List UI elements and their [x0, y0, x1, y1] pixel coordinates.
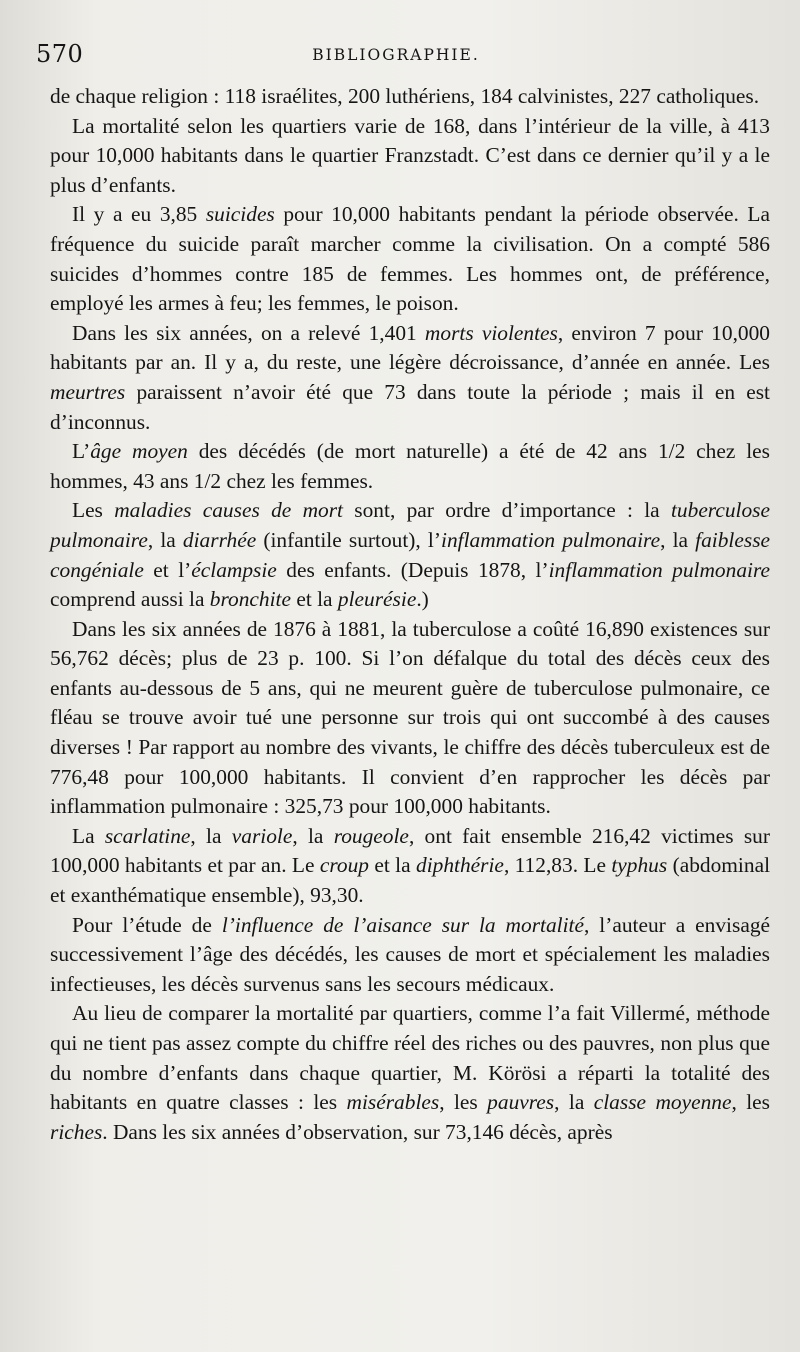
text-run: L’: [72, 439, 91, 464]
italic-text: inflammation pulmonaire: [441, 527, 661, 552]
text-run: de chaque religion : 118 israélites, 200 luthériens, 184 calvinistes, 227 catholiques.: [50, 84, 760, 108]
paragraph: [50, 437, 770, 496]
text-run: , la: [554, 1090, 594, 1115]
text-run: , l’auteur a envisagé successivement l’âge des décédés, les causes de mort et spécialement les maladies infectieuses, les décès survenus sans les secours médicaux.: [50, 912, 771, 996]
text-run: et la: [290, 587, 338, 612]
italic-text: misérables: [346, 1090, 440, 1115]
italic-text: maladies causes de mort: [114, 498, 343, 523]
text-run: Dans les six années, on a relevé 1,401: [72, 320, 425, 345]
italic-text: croup: [319, 853, 369, 878]
italic-text: diphthérie: [416, 853, 504, 878]
page-header: [36, 38, 756, 82]
italic-text: variole: [231, 823, 293, 848]
italic-text: rougeole: [333, 823, 409, 848]
italic-text: tuberculose pulmonaire: [50, 498, 770, 552]
paragraph: [50, 911, 770, 1000]
italic-text: pleurésie: [337, 587, 417, 612]
paragraph: [50, 200, 770, 318]
text-run: paraissent n’avoir été que 73 dans toute la période ; mais il en est d’inconnus.: [50, 379, 770, 434]
text-run: sont, par ordre d’importance : la: [342, 498, 671, 523]
italic-text: faiblesse congéniale: [50, 527, 771, 582]
italic-text: suicides: [205, 202, 275, 227]
text-run: La mortalité selon les quartiers varie de 168, dans l’intérieur de la ville, à 413 pour 10,000 habitants dans le quartier Franzstadt. C’est dans ce dernier qu’il y a le plus d’enfants.: [50, 113, 770, 197]
text-run: des enfants. (Depuis 1878, l’: [276, 557, 549, 582]
text-run: pour 10,000 habitants pendant la période observée. La fréquence du suicide paraît marcher comme la civilisation. On a compté 586 suicides d’hommes contre 185 de femmes. Les hommes ont, de préférence, employé les armes à feu; les femmes, le poison.: [50, 202, 770, 316]
text-run: , 112,83. Le: [503, 853, 612, 878]
italic-text: typhus: [611, 853, 668, 878]
text-run: , la: [147, 527, 183, 552]
italic-text: éclampsie: [191, 557, 277, 582]
text-run: . Dans les six années d’observation, sur 73,146 décès, après: [102, 1119, 613, 1144]
italic-text: scarlatine: [104, 823, 191, 848]
text-run: et la: [368, 853, 416, 878]
text-run: , les: [731, 1090, 771, 1115]
text-run: , la: [292, 823, 334, 848]
italic-text: morts violentes: [424, 320, 558, 345]
text-run: (infantile surtout), l’: [256, 527, 441, 552]
text-run: Il y a eu 3,85: [72, 202, 206, 227]
italic-text: diarrhée: [182, 527, 257, 552]
paragraph: [50, 822, 770, 911]
text-run: (abdominal et exanthématique ensemble), 93,30.: [50, 853, 771, 908]
text-run: Au lieu de comparer la mortalité par quartiers, comme l’a fait Villermé, méthode qui ne tient pas assez compte du chiffre réel des riches ou des pauvres, non plus que du nombre d’enfants dans chaque quartier, M. Körösi a réparti la totalité des habitants en quatre classes : les: [50, 1001, 770, 1115]
text-run: , les: [439, 1090, 488, 1115]
text-run: et l’: [143, 557, 192, 582]
text-run: , ont fait ensemble 216,42 victimes sur 100,000 habitants et par an. Le: [50, 823, 770, 878]
text-run: Pour l’étude de: [72, 912, 222, 937]
paragraph: [50, 112, 770, 201]
paragraph: [50, 319, 770, 437]
paragraph: [50, 999, 770, 1147]
text-run: .): [416, 587, 429, 612]
text-run: des décédés (de mort naturelle) a été de 42 ans 1/2 chez les hommes, 43 ans 1/2 chez les femmes.: [50, 439, 771, 493]
body-text: [50, 82, 770, 1147]
italic-text: riches: [50, 1119, 103, 1144]
page-number: 570: [36, 40, 84, 68]
text-run: , la: [190, 823, 232, 848]
italic-text: pauvres: [487, 1090, 555, 1115]
text-run: La: [72, 823, 105, 848]
italic-text: l’influence de l’aisance sur la mortalité: [221, 912, 584, 937]
paragraph: [50, 82, 770, 112]
running-title: BIBLIOGRAPHIE.: [312, 46, 480, 64]
italic-text: âge moyen: [90, 439, 188, 464]
text-run: Les: [72, 498, 115, 523]
text-run: Dans les six années de 1876 à 1881, la tuberculose a coûté 16,890 existences sur 56,762 décès; plus de 23 p. 100. Si l’on défalque du total des décès ceux des enfants au-dessous de 5 ans, qui ne meurent guère de tuberculose pulmonaire, ce fléau se trouve avoir tué une personne sur trois qui ont succombé à des causes diverses ! Par rapport au nombre des vivants, le chiffre des décès tuberculeux est de 776,48 pour 100,000 habitants. Il convient d’en rapprocher les décès par inflammation pulmonaire : 325,73 pour 100,000 habitants.: [50, 616, 770, 819]
text-run: comprend aussi la: [50, 587, 210, 612]
italic-text: meurtres: [50, 379, 126, 404]
paragraph: [50, 496, 770, 614]
text-run: , la: [660, 527, 696, 552]
italic-text: inflammation pulmonaire: [548, 557, 770, 582]
paragraph: [50, 615, 770, 822]
text-run: , environ 7 pour 10,000 habitants par an. Il y a, du reste, une légère décroissance, d’année en année. Les: [50, 320, 771, 375]
italic-text: bronchite: [209, 587, 291, 612]
italic-text: classe moyenne: [593, 1090, 732, 1115]
